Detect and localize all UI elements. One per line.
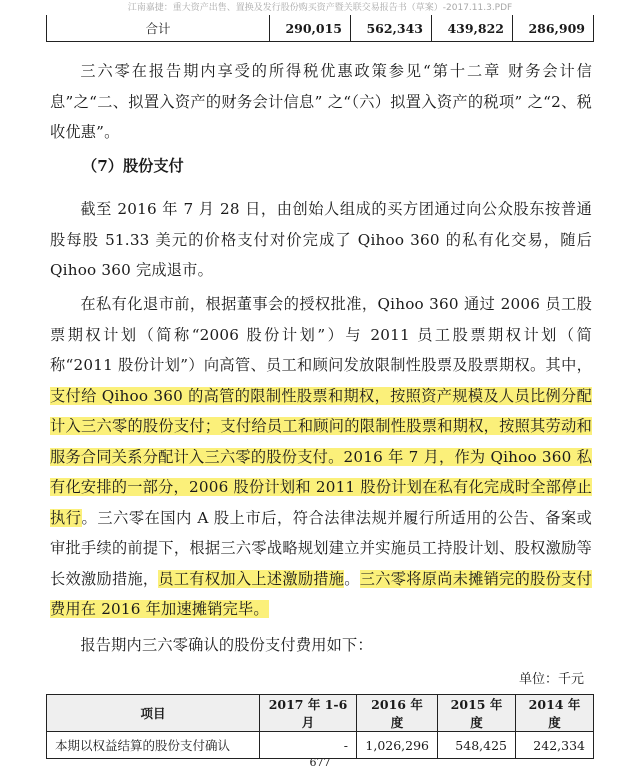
- share-payment-table: [46, 694, 594, 759]
- table-row: [47, 732, 594, 759]
- column-header: 2017 年 1-6 月: [260, 695, 357, 732]
- share-plan-paragraph: [50, 289, 592, 625]
- highlighted-text: 支付给 Qihoo 360 的高管的限制性股票和期权，按照资产规模及人员比例分配计入三六零的股份支付；支付给员工和顾问的限制性股票和期权，按照其劳动和服务合同关系分配计入三六零的股份支付。2016 年 7 月，作为 Qihoo 360 私有化安排的一部分，2006 股份计划和 2011 股份计划在私有化完成时全部停止执行: [50, 386, 592, 527]
- row-label: 本期以权益结算的股份支付确认: [47, 732, 260, 759]
- column-header: 2015 年度: [438, 695, 516, 732]
- table-cell: 439,822: [432, 15, 513, 42]
- table-cell: 1,026,296: [357, 732, 438, 759]
- unit-label: 单位：千元: [518, 672, 584, 687]
- expense-intro-paragraph: 报告期内三六零确认的股份支付费用如下：: [80, 636, 373, 654]
- highlighted-text: 三六零将原尚未摊销完的股份支付费用在 2016 年加速摊销完毕。: [50, 569, 593, 618]
- column-header: 2014 年度: [516, 695, 594, 732]
- column-header: 项目: [47, 695, 260, 732]
- document-header: 江南嘉捷：重大资产出售、置换及发行股份购买资产暨关联交易报告书（草案）-2017.11.3.PDF: [127, 3, 513, 13]
- total-label: 合计: [47, 15, 270, 42]
- table-row: [47, 15, 594, 42]
- privatization-paragraph: 截至 2016 年 7 月 28 日，由创始人组成的买方团通过向公众股东按普通股每股 51.33 美元的价格支付对价完成了 Qihoo 360 的私有化交易，随后 Qihoo 360 完成退市。: [50, 200, 592, 279]
- summary-table: [46, 15, 594, 42]
- section-heading: （7）股份支付: [82, 157, 184, 175]
- table-cell: 290,015: [270, 15, 351, 42]
- table-header-row: [47, 695, 594, 732]
- tax-paragraph: 三六零在报告期内享受的所得税优惠政策参见“第十二章 财务会计信息”之“二、拟置入资产的财务会计信息” 之“（六）拟置入资产的税项” 之“2、税收优惠”。: [50, 62, 592, 141]
- table-cell: 286,909: [513, 15, 594, 42]
- page-number: 677: [309, 756, 331, 769]
- paragraph-text: 。三六零在国内 A 股上市后，符合法律法规并履行所适用的公告、备案或审批手续的前提下，根据三六零战略规划建立并实施员工持股计划、股权激励等长效激励措施，: [50, 508, 592, 588]
- paragraph-text: 在私有化退市前，根据董事会的授权批准，Qihoo 360 通过 2006 员工股票期权计划（简称“2006 股份计划”）与 2011 员工股票期权计划（简称“2011 股份计划”）向高管、员工和顾问发放限制性股票及股票期权。其中，: [50, 295, 592, 374]
- paragraph-text: 。: [344, 569, 360, 588]
- table-cell: 242,334: [516, 732, 594, 759]
- table-cell: 548,425: [438, 732, 516, 759]
- highlighted-text: 员工有权加入上述激励措施: [158, 569, 345, 588]
- table-cell: 562,343: [351, 15, 432, 42]
- column-header: 2016 年度: [357, 695, 438, 732]
- table-cell: -: [260, 732, 357, 759]
